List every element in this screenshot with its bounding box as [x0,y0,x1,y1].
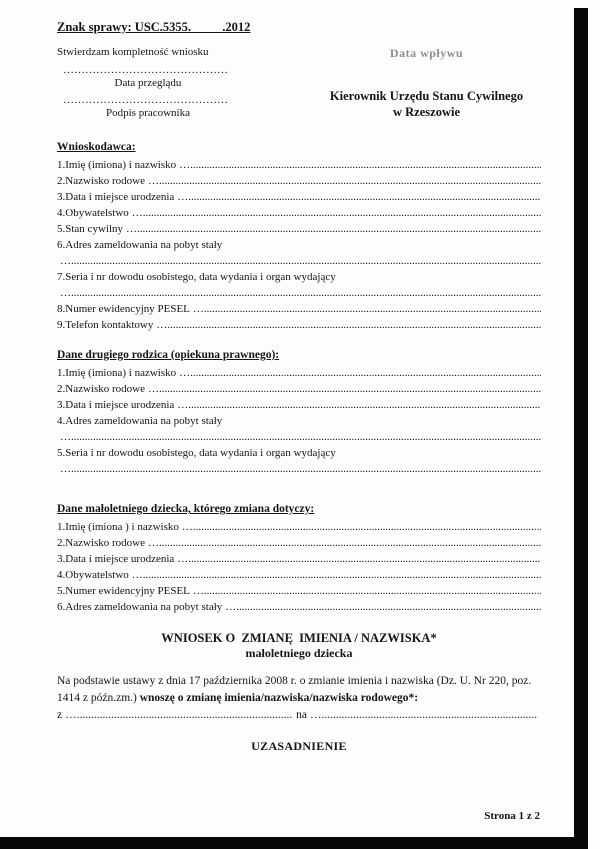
dotted-fill [132,205,541,221]
field-label: 1.Imię (imiona ) i nazwisko [57,521,179,533]
field-label: 3.Data i miejsce urodzenia [57,399,175,411]
form-field-line [57,519,541,535]
field-label: 5.Numer ewidencyjny PESEL [57,585,190,597]
form-content [57,20,541,754]
form-field-line [57,365,541,381]
dotted-fill [132,567,541,583]
office-line-2: w Rzeszowie [393,105,460,120]
section-title: Wnioskodawca: [57,141,136,153]
field-label: 1.Imię (imiona) i nazwisko [57,159,177,171]
field-label: 2.Nazwisko rodowe [57,175,145,187]
signature-label: Podpis pracownika [105,107,190,119]
header-block [57,45,541,123]
form-field-line [57,583,541,599]
section-title: Dane drugiego rodzica (opiekuna prawnego): [57,349,280,361]
legal-basis-paragraph [57,673,541,707]
review-date-dotted-line [63,63,233,76]
form-field-line [57,157,541,173]
form-field-line [57,173,541,189]
request-title [57,631,541,661]
scan-edge-bottom [0,837,588,849]
dotted-fill [179,157,541,173]
field-label: 6.Adres zameldowania na pobyt stały [57,239,223,251]
section-title: Dane małoletniego dziecka, którego zmiana dotyczy: [57,503,315,515]
dotted-fill [225,599,541,615]
form-field-line [57,189,541,205]
form-field-line [57,551,541,567]
from-label: z [57,709,63,721]
from-to-line [57,707,541,724]
completeness-note: Stwierdzam kompletność wniosku [57,46,209,58]
dotted-fill [148,173,541,189]
field-label: 7.Seria i nr dowodu osobistego, data wydania i organ wydający [57,271,336,283]
addressee-block [312,45,541,123]
dotted-fill [148,381,541,397]
dotted-fill [177,189,541,205]
from-dotted-fill [65,707,293,724]
form-field-line [57,535,541,551]
scan-edge-right [574,8,588,849]
request-title-line2: małoletniego dziecka [245,646,353,660]
office-line-1: Kierownik Urzędu Stanu Cywilnego [329,89,524,103]
field-label: 5.Stan cywilny [57,223,123,235]
dotted-fill [182,519,541,535]
dotted-fill [193,301,541,317]
dotted-fill [126,221,541,237]
office-annotations [57,45,312,123]
field-label: 4.Adres zameldowania na pobyt stały [57,415,223,427]
dotted-fill [177,397,541,413]
field-label: 8.Numer ewidencyjny PESEL [57,303,190,315]
dotted-fill [177,551,541,567]
form-field-line [57,269,541,285]
review-date-label: Data przeglądu [114,77,182,89]
signature-dotted-line [63,93,233,106]
field-label: 9.Telefon kontaktowy [57,319,154,331]
form-field-line [57,445,541,461]
field-label: 1.Imię (imiona) i nazwisko [57,367,177,379]
form-section [57,347,541,477]
form-section [57,501,541,615]
field-label: 3.Data i miejsce urodzenia [57,191,175,203]
office-header [312,88,541,121]
case-number: Znak sprawy: USC.5355. .2012 [57,20,251,34]
dotted-fill [148,535,541,551]
form-field-line [57,237,541,253]
form-field-line [57,381,541,397]
date-received-stamp: Data wpływu [389,46,464,60]
field-label: 6.Adres zameldowania na pobyt stały [57,601,223,613]
form-field-line [57,567,541,583]
to-dotted-fill [310,707,538,724]
field-label: 5.Seria i nr dowodu osobistego, data wydania i organ wydający [57,447,336,459]
field-label: 4.Obywatelstwo [57,569,129,581]
dotted-continuation-line [57,461,541,477]
dotted-continuation-line [57,253,541,269]
form-field-line [57,301,541,317]
request-title-line1: WNIOSEK O ZMIANĘ IMIENIA / NAZWISKA* [161,631,437,645]
dotted-fill [179,365,541,381]
field-label: 4.Obywatelstwo [57,207,129,219]
field-label: 2.Nazwisko rodowe [57,383,145,395]
page-number: Strona 1 z 2 [484,810,540,822]
dotted-fill [193,583,541,599]
form-field-line [57,205,541,221]
form-section [57,139,541,333]
form-field-line [57,599,541,615]
to-label: na [296,709,307,721]
dotted-fill [156,317,541,333]
justification-heading: UZASADNIENIE [251,739,347,753]
legal-basis-text: Na podstawie ustawy z dnia 17 października 2008 r. o zmianie imienia i nazwiska (Dz. U. Nr 220, poz. 1414 z późn.zm.) [57,675,532,704]
form-field-line [57,397,541,413]
field-label: 2.Nazwisko rodowe [57,537,145,549]
request-clause-bold: wnoszę o zmianę imienia/nazwiska/nazwiska rodowego*: [139,692,419,704]
form-field-line [57,317,541,333]
dotted-continuation-line [57,429,541,445]
dotted-continuation-line [57,285,541,301]
form-field-line [57,221,541,237]
form-field-line [57,413,541,429]
form-sections [57,139,541,615]
field-label: 3.Data i miejsce urodzenia [57,553,175,565]
